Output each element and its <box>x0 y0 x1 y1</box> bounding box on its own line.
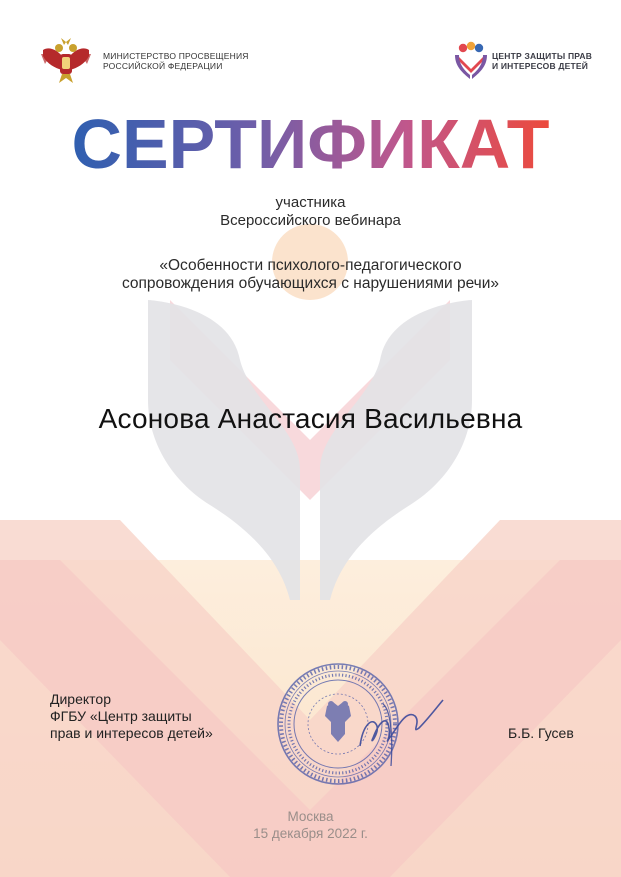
topic-line2: сопровождения обучающихся с нарушениями речи» <box>121 275 500 292</box>
participant-line1: участника <box>275 194 346 211</box>
signature-stroke <box>360 700 443 746</box>
ministry-name <box>103 51 249 71</box>
webinar-topic <box>0 257 621 293</box>
signer-position <box>50 691 213 742</box>
signer-position-line3: прав и интересов детей» <box>50 725 213 741</box>
footer <box>0 808 621 842</box>
ministry-name-line2: РОССИЙСКОЙ ФЕДЕРАЦИИ <box>103 61 223 71</box>
double-headed-eagle-icon <box>37 36 95 86</box>
ministry-name-line1: МИНИСТЕРСТВО ПРОСВЕЩЕНИЯ <box>103 51 249 61</box>
hands-logo-icon <box>453 41 489 81</box>
footer-date: 15 декабря 2022 г. <box>253 826 368 841</box>
watermark-left-hand <box>148 300 300 600</box>
official-seal-icon <box>265 654 455 794</box>
signer-position-line1: Директор <box>50 691 111 707</box>
certificate-title <box>0 100 621 180</box>
footer-city: Москва <box>287 809 334 824</box>
center-name-line1: ЦЕНТР ЗАЩИТЫ ПРАВ <box>492 51 593 61</box>
signer-position-line2: ФГБУ «Центр защиты <box>50 708 192 724</box>
certificate-title-text: СЕРТИФИКАТ <box>71 105 550 180</box>
center-name <box>492 51 592 71</box>
participant-line2: Всероссийского вебинара <box>220 212 401 229</box>
recipient-name: Асонова Анастасия Васильевна <box>98 403 523 434</box>
topic-line1: «Особенности психолого-педагогического <box>159 257 462 274</box>
center-name-line2: И ИНТЕРЕСОВ ДЕТЕЙ <box>492 61 589 71</box>
watermark-right-hand <box>320 300 472 600</box>
participant-caption <box>0 194 621 230</box>
signer-name: Б.Б. Гусев <box>508 725 574 741</box>
